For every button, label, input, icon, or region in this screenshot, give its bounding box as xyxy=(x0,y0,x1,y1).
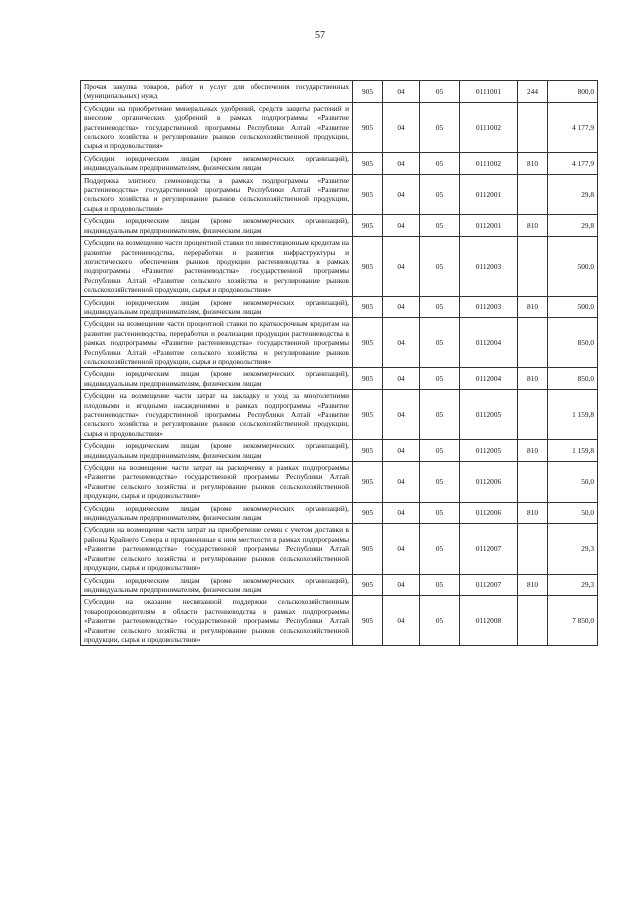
row-amount: 4 177,9 xyxy=(548,152,598,174)
table-row xyxy=(81,524,598,574)
table-row xyxy=(81,152,598,174)
row-description: Поддержка элитного семеноводства в рамках подпрограммы «Развитие растениеводства» государственной программы Республики Алтай «Развитие сельского хозяйства и регулирование рынков сельскохозяйственной продукции, сырья и продовольствия» xyxy=(81,174,353,215)
row-subsection-code: 05 xyxy=(420,462,460,503)
row-amount: 7 850,0 xyxy=(548,596,598,646)
row-subsection-code: 05 xyxy=(420,237,460,296)
row-subsection-code: 05 xyxy=(420,390,460,440)
row-ministry-code: 905 xyxy=(353,237,383,296)
row-section-code: 04 xyxy=(383,174,420,215)
table-row xyxy=(81,368,598,390)
row-ministry-code: 905 xyxy=(353,574,383,596)
row-subsection-code: 05 xyxy=(420,502,460,524)
row-amount: 850,0 xyxy=(548,368,598,390)
row-description: Субсидии на возмещение части затрат на приобретение семян с учетом доставки в районы Крайнего Севера и приравненные к ним местности в рамках подпрограммы «Развитие растениеводства» государственной программы Республики Алтай «Развитие сельского хозяйства и регулирование рынков сельскохозяйственной продукции, сырья и продовольствия» xyxy=(81,524,353,574)
row-description: Субсидии на возмещение части затрат на раскорчевку в рамках подпрограммы «Развитие растениеводства» государственной программы Республики Алтай «Развитие сельского хозяйства и регулирование рынков сельскохозяйственной продукции, сырья и продовольствия» xyxy=(81,462,353,503)
row-subsection-code: 05 xyxy=(420,174,460,215)
table-row xyxy=(81,440,598,462)
row-target-article-code: 0112006 xyxy=(460,502,518,524)
row-section-code: 04 xyxy=(383,440,420,462)
row-description: Субсидии юридическим лицам (кроме некоммерческих организаций), индивидуальным предпринимателям, физическим лицам xyxy=(81,215,353,237)
row-expense-type-code xyxy=(518,102,548,152)
row-amount: 29,3 xyxy=(548,524,598,574)
row-amount: 800,0 xyxy=(548,81,598,103)
row-description: Субсидии на возмещение части процентной ставки по инвестиционным кредитам на развитие растениеводства, переработки и развития инфраструктуры и логистического обеспечения рынков продукции растениеводства в рамках подпрограммы «Развитие растениеводства» государственной программы Республики Алтай «Развитие сельского хозяйства и регулирование рынков сельскохозяйственной продукции, сырья и продовольствия» xyxy=(81,237,353,296)
table-row xyxy=(81,502,598,524)
row-description: Прочая закупка товаров, работ и услуг для обеспечения государственных (муниципальных) нужд xyxy=(81,81,353,103)
row-ministry-code: 905 xyxy=(353,102,383,152)
row-description: Субсидии юридическим лицам (кроме некоммерческих организаций), индивидуальным предпринимателям, физическим лицам xyxy=(81,574,353,596)
row-expense-type-code xyxy=(518,462,548,503)
row-subsection-code: 05 xyxy=(420,102,460,152)
row-ministry-code: 905 xyxy=(353,215,383,237)
row-ministry-code: 905 xyxy=(353,596,383,646)
row-amount: 29,8 xyxy=(548,174,598,215)
row-target-article-code: 0112004 xyxy=(460,318,518,368)
row-amount: 29,8 xyxy=(548,215,598,237)
row-target-article-code: 0111001 xyxy=(460,81,518,103)
row-expense-type-code xyxy=(518,524,548,574)
row-ministry-code: 905 xyxy=(353,368,383,390)
row-amount: 50,0 xyxy=(548,502,598,524)
row-description: Субсидии на возмещение части процентной ставки по краткосрочным кредитам на развитие растениеводства, переработки и реализации продукции растениеводства в рамках подпрограммы «Развитие растениеводства» государственной программы Республики Алтай «Развитие сельского хозяйства и регулирование рынков сельскохозяйственной продукции, сырья и продовольствия» xyxy=(81,318,353,368)
table-row xyxy=(81,102,598,152)
row-subsection-code: 05 xyxy=(420,596,460,646)
row-amount: 1 159,8 xyxy=(548,390,598,440)
row-section-code: 04 xyxy=(383,81,420,103)
row-expense-type-code: 810 xyxy=(518,502,548,524)
row-target-article-code: 0112007 xyxy=(460,524,518,574)
row-expense-type-code: 810 xyxy=(518,296,548,318)
row-description: Субсидии юридическим лицам (кроме некоммерческих организаций), индивидуальным предпринимателям, физическим лицам xyxy=(81,368,353,390)
row-section-code: 04 xyxy=(383,102,420,152)
row-subsection-code: 05 xyxy=(420,81,460,103)
row-section-code: 04 xyxy=(383,574,420,596)
row-ministry-code: 905 xyxy=(353,174,383,215)
row-section-code: 04 xyxy=(383,524,420,574)
row-section-code: 04 xyxy=(383,368,420,390)
row-subsection-code: 05 xyxy=(420,574,460,596)
row-description: Субсидии на возмещение части затрат на закладку и уход за многолетними плодовыми и ягодными насаждениями в рамках подпрограммы «Развитие растениеводства» государственной программы Республики Алтай «Развитие сельского хозяйства и регулирование рынков сельскохозяйственной продукции, сырья и продовольствия» xyxy=(81,390,353,440)
row-expense-type-code: 244 xyxy=(518,81,548,103)
page-number: 57 xyxy=(315,30,325,41)
row-amount: 500,0 xyxy=(548,296,598,318)
row-subsection-code: 05 xyxy=(420,215,460,237)
row-subsection-code: 05 xyxy=(420,152,460,174)
row-subsection-code: 05 xyxy=(420,368,460,390)
row-section-code: 04 xyxy=(383,596,420,646)
row-target-article-code: 0112008 xyxy=(460,596,518,646)
row-amount: 850,0 xyxy=(548,318,598,368)
row-section-code: 04 xyxy=(383,237,420,296)
table-row xyxy=(81,596,598,646)
table-row xyxy=(81,318,598,368)
row-ministry-code: 905 xyxy=(353,524,383,574)
row-section-code: 04 xyxy=(383,502,420,524)
row-target-article-code: 0112006 xyxy=(460,462,518,503)
row-ministry-code: 905 xyxy=(353,152,383,174)
table-row xyxy=(81,237,598,296)
row-expense-type-code xyxy=(518,237,548,296)
row-section-code: 04 xyxy=(383,462,420,503)
row-target-article-code: 0112001 xyxy=(460,215,518,237)
row-subsection-code: 05 xyxy=(420,296,460,318)
row-subsection-code: 05 xyxy=(420,524,460,574)
row-subsection-code: 05 xyxy=(420,440,460,462)
row-target-article-code: 0111002 xyxy=(460,152,518,174)
row-target-article-code: 0111002 xyxy=(460,102,518,152)
row-expense-type-code: 810 xyxy=(518,152,548,174)
row-description: Субсидии на оказание несвязанной поддержки сельскохозяйственным товаропроизводителям в области растениеводства в рамках подпрограммы «Развитие растениеводства» государственной программы Республики Алтай «Развитие сельского хозяйства и регулирование рынков сельскохозяйственной продукции, сырья и продовольствия» xyxy=(81,596,353,646)
row-ministry-code: 905 xyxy=(353,390,383,440)
row-target-article-code: 0112004 xyxy=(460,368,518,390)
budget-table xyxy=(80,80,598,646)
row-target-article-code: 0112001 xyxy=(460,174,518,215)
row-target-article-code: 0112005 xyxy=(460,390,518,440)
row-expense-type-code xyxy=(518,390,548,440)
row-section-code: 04 xyxy=(383,390,420,440)
table-row xyxy=(81,174,598,215)
row-section-code: 04 xyxy=(383,152,420,174)
row-amount: 29,3 xyxy=(548,574,598,596)
row-target-article-code: 0112007 xyxy=(460,574,518,596)
row-section-code: 04 xyxy=(383,296,420,318)
row-expense-type-code: 810 xyxy=(518,440,548,462)
row-target-article-code: 0112005 xyxy=(460,440,518,462)
row-description: Субсидии на приобретение минеральных удобрений, средств защиты растений и внесение органических удобрений в рамках подпрограммы «Развитие растениеводства» государственной программы Республики Алтай «Развитие сельского хозяйства и регулирование рынков сельскохозяйственной продукции, сырья и продовольствия» xyxy=(81,102,353,152)
row-ministry-code: 905 xyxy=(353,462,383,503)
row-ministry-code: 905 xyxy=(353,502,383,524)
row-expense-type-code: 810 xyxy=(518,215,548,237)
row-expense-type-code: 810 xyxy=(518,574,548,596)
row-section-code: 04 xyxy=(383,215,420,237)
table-row xyxy=(81,574,598,596)
row-description: Субсидии юридическим лицам (кроме некоммерческих организаций), индивидуальным предпринимателям, физическим лицам xyxy=(81,440,353,462)
row-description: Субсидии юридическим лицам (кроме некоммерческих организаций), индивидуальным предпринимателям, физическим лицам xyxy=(81,152,353,174)
row-ministry-code: 905 xyxy=(353,296,383,318)
table-row xyxy=(81,81,598,103)
row-target-article-code: 0112003 xyxy=(460,296,518,318)
row-amount: 4 177,9 xyxy=(548,102,598,152)
row-target-article-code: 0112003 xyxy=(460,237,518,296)
table-row xyxy=(81,462,598,503)
row-expense-type-code xyxy=(518,596,548,646)
row-ministry-code: 905 xyxy=(353,81,383,103)
row-amount: 50,0 xyxy=(548,462,598,503)
table-row xyxy=(81,296,598,318)
table-row xyxy=(81,215,598,237)
row-ministry-code: 905 xyxy=(353,318,383,368)
row-expense-type-code xyxy=(518,318,548,368)
row-description: Субсидии юридическим лицам (кроме некоммерческих организаций), индивидуальным предпринимателям, физическим лицам xyxy=(81,502,353,524)
row-expense-type-code: 810 xyxy=(518,368,548,390)
row-description: Субсидии юридическим лицам (кроме некоммерческих организаций), индивидуальным предпринимателям, физическим лицам xyxy=(81,296,353,318)
table-row xyxy=(81,390,598,440)
row-expense-type-code xyxy=(518,174,548,215)
row-ministry-code: 905 xyxy=(353,440,383,462)
row-subsection-code: 05 xyxy=(420,318,460,368)
row-amount: 500,0 xyxy=(548,237,598,296)
row-amount: 1 159,8 xyxy=(548,440,598,462)
row-section-code: 04 xyxy=(383,318,420,368)
